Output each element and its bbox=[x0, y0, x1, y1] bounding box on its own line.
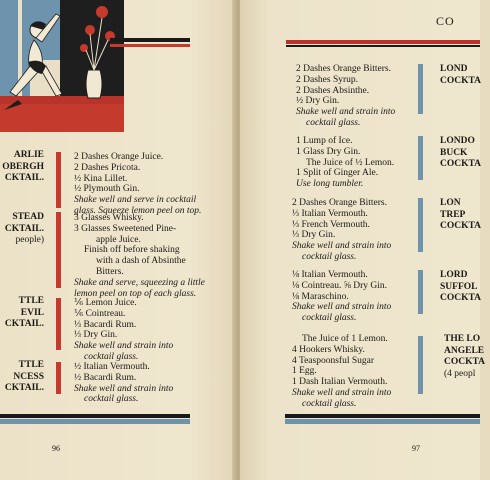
recipe-block: The Juice of 1 Lemon. 4 Hookers Whisky. 4 Teaspoonsful Sugar 1 Egg. 1 Dash Italian Vermouth. Shake well and strain into cocktail glass. bbox=[292, 334, 392, 409]
cocktail-name: ARLIE OBERGH CKTAIL. bbox=[2, 150, 44, 183]
cocktail-name: THE LO ANGELE COCKTA (4 peopl bbox=[444, 334, 485, 379]
cocktail-lady-illustration bbox=[0, 0, 124, 132]
page-header: CO bbox=[436, 14, 455, 28]
accent-bar bbox=[418, 64, 423, 114]
accent-bar bbox=[56, 152, 61, 208]
accent-bar bbox=[56, 212, 61, 288]
page-number: 96 bbox=[52, 444, 60, 453]
recipe-block: 2 Dashes Orange Juice. 2 Dashes Pricota. ½ Kina Lillet. ½ Plymouth Gin. Shake well and serve in cocktail glass. Squeeze lemon peel on top. bbox=[74, 152, 202, 216]
cocktail-name: LORD SUFFOL COCKTA bbox=[440, 270, 481, 303]
decorative-rule-black bbox=[285, 414, 480, 418]
accent-bar bbox=[56, 298, 61, 350]
recipe-block: 2 Dashes Orange Bitters. ⅓ Italian Vermouth. ⅓ French Vermouth. ⅓ Dry Gin. Shake well and strain into cocktail glass. bbox=[292, 198, 392, 262]
recipe-block: 3 Glasses Whisky. 3 Glasses Sweetened Pine- apple Juice. Finish off before shaking with a dash of Absinthe Bitters. Shake and serve, squeezing a little lemon peel on top of each glass. bbox=[74, 213, 205, 299]
accent-bar bbox=[418, 336, 423, 394]
decorative-rule-blue bbox=[285, 419, 480, 424]
cocktail-name: LONDO BUCK COCKTA bbox=[440, 136, 481, 169]
left-page bbox=[0, 0, 236, 480]
accent-bar bbox=[418, 198, 423, 252]
cocktail-name: LON TREP COCKTA bbox=[440, 198, 481, 231]
recipe-block: ⅙ Lemon Juice. ⅙ Cointreau. ⅓ Bacardi Rum. ⅓ Dry Gin. Shake well and strain into cocktail glass. bbox=[74, 298, 174, 362]
decorative-rule-blue bbox=[0, 419, 190, 424]
cocktail-name: TTLE NCESS CKTAIL. bbox=[4, 360, 44, 393]
accent-bar bbox=[56, 362, 61, 394]
accent-bar bbox=[418, 270, 423, 314]
cocktail-name: LOND COCKTA bbox=[440, 64, 481, 86]
recipe-block: ½ Italian Vermouth. ½ Bacardi Rum. Shake well and strain into cocktail glass. bbox=[74, 362, 174, 405]
recipe-block: ⅛ Italian Vermouth. ⅛ Cointreau. ⅝ Dry Gin. ⅛ Maraschino. Shake well and strain into cocktail glass. bbox=[292, 270, 392, 324]
decorative-rule-red bbox=[286, 40, 480, 44]
decorative-rule-black bbox=[286, 45, 480, 47]
cocktail-name: TTLE EVIL CKTAIL. bbox=[4, 296, 44, 329]
decorative-rule-black bbox=[0, 414, 190, 418]
decorative-rule-black bbox=[110, 38, 190, 42]
accent-bar bbox=[418, 136, 423, 180]
recipe-block: 2 Dashes Orange Bitters. 2 Dashes Syrup. 2 Dashes Absinthe. ½ Dry Gin. Shake well and strain into cocktail glass. bbox=[296, 64, 396, 128]
decorative-rule-red bbox=[110, 44, 190, 47]
recipe-block: 1 Lump of Ice. 1 Glass Dry Gin. The Juice of ½ Lemon. 1 Split of Ginger Ale. Use long tumbler. bbox=[296, 136, 395, 190]
page-number: 97 bbox=[412, 444, 420, 453]
cocktail-name: STEAD CKTAIL. people) bbox=[4, 212, 44, 245]
